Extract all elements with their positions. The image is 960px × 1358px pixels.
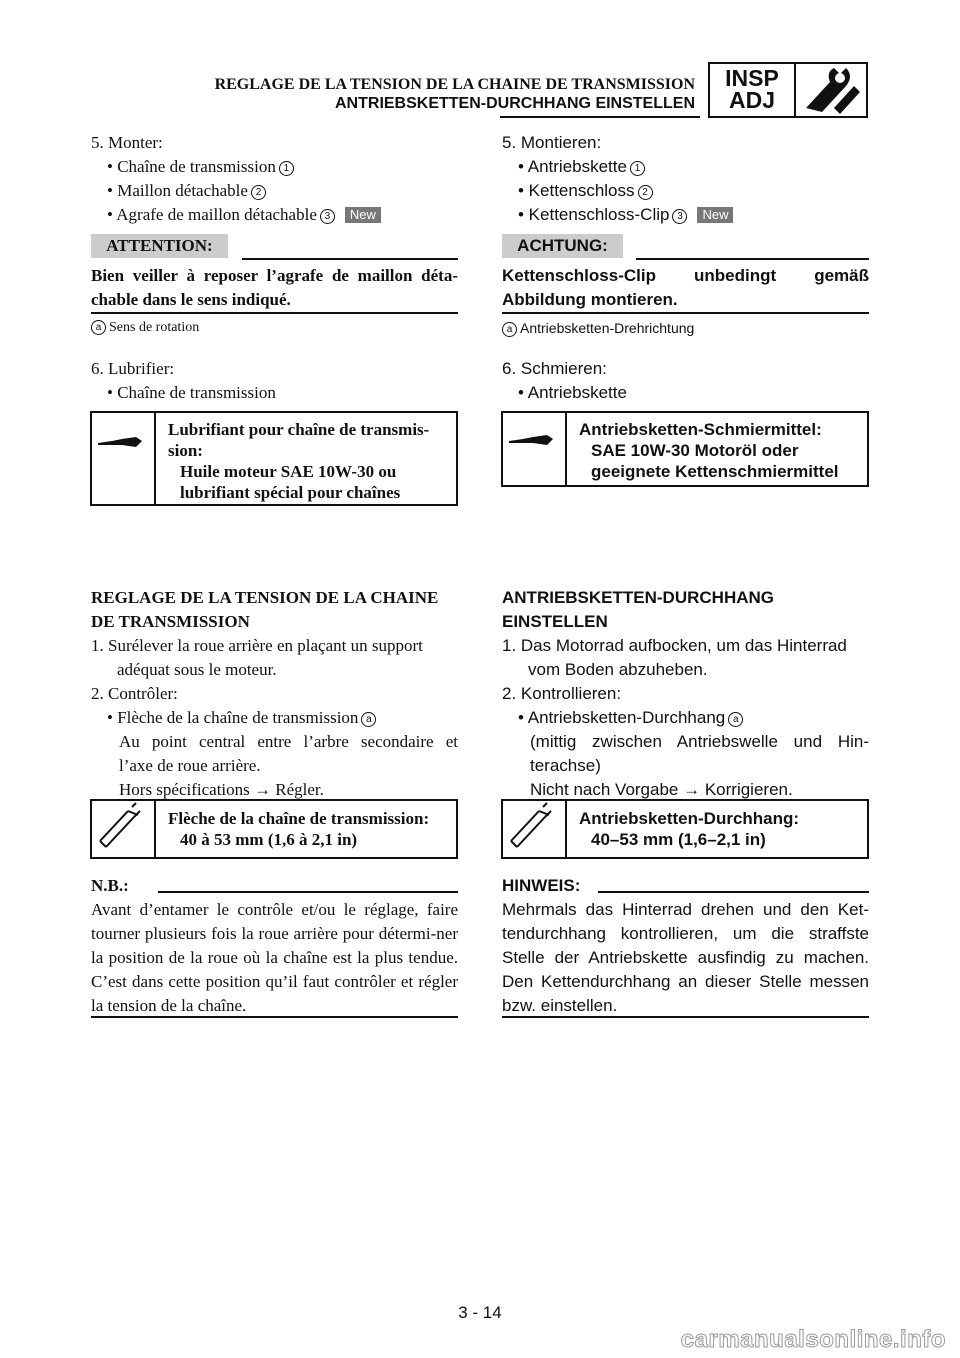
de-attention-rule xyxy=(636,258,869,260)
fr-nb-label: N.B.: xyxy=(91,876,129,895)
oil-can-icon xyxy=(503,413,567,485)
fr-item1-text: • Chaîne de transmission xyxy=(107,157,276,176)
callout-1: 1 xyxy=(279,161,294,176)
de-attention-bottom-rule xyxy=(502,312,869,314)
fr-note-a-text: Sens de rotation xyxy=(109,320,200,335)
fr-step6-block xyxy=(91,357,458,405)
fr-spec-box xyxy=(90,799,458,859)
fr-note-a xyxy=(91,318,199,338)
de-spec-text xyxy=(579,808,799,850)
fr-attention-bottom-rule xyxy=(91,312,458,314)
de-hinweis-rule xyxy=(598,891,869,893)
fr-spec-text xyxy=(168,808,429,850)
de-section-title-2: EINSTELLEN xyxy=(502,612,608,631)
fr-item3-text: • Agrafe de maillon détachable xyxy=(107,205,317,224)
fr-lub-l2: sion: xyxy=(168,441,203,460)
new-badge: New xyxy=(345,207,381,223)
de-s2-d2: terachse) xyxy=(530,756,601,775)
caliper-icon xyxy=(92,801,156,857)
fr-spec-l1: Flèche de la chaîne de transmission: xyxy=(168,809,430,828)
header-title-fr: REGLAGE DE LA TENSION DE LA CHAINE DE TRANSMISSION xyxy=(214,76,695,93)
oil-can-icon xyxy=(92,413,156,504)
fr-s2-item-text: • Flèche de la chaîne de transmission xyxy=(107,708,359,727)
de-lubricant-box xyxy=(501,411,869,487)
de-note-a xyxy=(502,318,694,338)
fr-attention-text: Bien veiller à reposer l’agrafe de maillon déta-chable dans le sens indiqué. xyxy=(91,266,458,309)
de-section xyxy=(502,586,869,802)
de-hinweis-label: HINWEIS: xyxy=(502,876,581,895)
adj-text: ADJ xyxy=(728,87,775,113)
fr-lubricant-text xyxy=(168,419,429,503)
callout-a: a xyxy=(361,712,376,727)
fr-lub-l3: Huile moteur SAE 10W-30 ou xyxy=(180,462,397,481)
fr-column xyxy=(91,131,458,227)
fr-item3 xyxy=(91,203,458,227)
de-item3-text: • Kettenschloss-Clip xyxy=(518,205,670,224)
fr-nb-bottom-rule xyxy=(91,1016,458,1018)
fr-nb-text: Avant d’entamer le contrôle et/ou le réglage, faire tourner plusieurs fois la roue arrière pour détermi-ner la position de la roue où la chaîne est la plus tendue. C’est dans cette position qu’il faut contrôler et régler la tension de la chaîne. xyxy=(91,900,458,1015)
de-lub-l1: Antriebsketten-Schmiermittel: xyxy=(579,420,822,439)
fr-lub-l1: Lubrifiant pour chaîne de transmis- xyxy=(168,420,430,439)
de-attention-text xyxy=(502,264,869,312)
fr-s1-l1: 1. Surélever la roue arrière en plaçant un support xyxy=(91,636,423,655)
caliper-icon xyxy=(503,801,567,857)
wrench-icon xyxy=(796,64,866,116)
de-hinweis-bottom-rule xyxy=(502,1016,869,1018)
de-spec-l2: 40–53 mm (1,6–2,1 in) xyxy=(591,830,766,849)
de-item2 xyxy=(502,179,869,203)
fr-s2-d2: l’axe de roue arrière. xyxy=(119,756,261,775)
callout-2: 2 xyxy=(638,185,653,200)
de-s1-l2: vom Boden abzuheben. xyxy=(528,660,708,679)
de-spec-l1: Antriebsketten-Durchhang: xyxy=(579,809,800,828)
page-number: 3 - 14 xyxy=(458,1303,502,1322)
fr-item2 xyxy=(91,179,458,203)
fr-item2-text: • Maillon détachable xyxy=(107,181,248,200)
de-step6: 6. Schmieren: xyxy=(502,359,607,378)
de-section-title-1: ANTRIEBSKETTEN-DURCHHANG xyxy=(502,588,774,607)
callout-1: 1 xyxy=(630,161,645,176)
insp-text: INSP xyxy=(725,65,779,91)
fr-attention-label: ATTENTION: xyxy=(91,234,228,258)
de-attention-line2: Abbildung montieren. xyxy=(502,290,678,309)
de-s2: 2. Kontrollieren: xyxy=(502,684,622,703)
fr-item1 xyxy=(91,155,458,179)
de-step6-block xyxy=(502,357,869,405)
de-lubricant-text xyxy=(579,419,839,482)
callout-3: 3 xyxy=(320,209,335,224)
fr-s2-d1: Au point central entre l’arbre secondaire et xyxy=(119,732,458,751)
callout-2: 2 xyxy=(251,185,266,200)
callout-3: 3 xyxy=(672,209,687,224)
de-attn-w3: gemäß xyxy=(814,266,869,285)
fr-s2: 2. Contrôler: xyxy=(91,684,178,703)
fr-spec-l2: 40 à 53 mm (1,6 à 2,1 in) xyxy=(180,830,358,849)
fr-s2-d3: Hors spécifications → Régler. xyxy=(119,780,324,799)
callout-a: a xyxy=(502,322,517,337)
new-badge: New xyxy=(697,207,733,223)
de-spec-box xyxy=(501,799,869,859)
de-column xyxy=(502,131,869,227)
de-attention-label: ACHTUNG: xyxy=(502,234,623,258)
de-item1 xyxy=(502,155,869,179)
de-attention-line1 xyxy=(502,264,869,288)
header-rule xyxy=(500,116,700,118)
watermark: carmanualsonline.info xyxy=(680,1326,946,1353)
insp-adj-badge xyxy=(708,62,868,118)
fr-s2-item xyxy=(91,706,458,730)
de-lub-l2: SAE 10W-30 Motoröl oder xyxy=(591,441,799,460)
de-s2-d3: Nicht nach Vorgabe → Korrigieren. xyxy=(530,780,793,799)
de-attn-w1: Kettenschloss-Clip xyxy=(502,266,656,285)
de-attn-w2: unbedingt xyxy=(694,266,777,285)
fr-lubricant-box xyxy=(90,411,458,506)
header-title-de: ANTRIEBSKETTEN-DURCHHANG EINSTELLEN xyxy=(335,95,695,112)
fr-step5: 5. Monter: xyxy=(91,133,163,152)
fr-section-title-1: REGLAGE DE LA TENSION DE LA CHAINE xyxy=(91,588,439,607)
de-hinweis-text: Mehrmals das Hinterrad drehen und den Ket-tendurchhang kontrollieren, um die straffste Stelle der Antriebskette ausfindig zu machen. Den Kettendurchhang an dieser Stelle messen bzw. einstellen. xyxy=(502,900,869,1015)
fr-attention-rule xyxy=(242,258,458,260)
fr-nb-rule xyxy=(158,891,458,893)
callout-a: a xyxy=(728,712,743,727)
fr-s1-l2: adéquat sous le moteur. xyxy=(117,660,277,679)
de-step5: 5. Montieren: xyxy=(502,133,602,152)
de-lub-l3: geeignete Kettenschmiermittel xyxy=(591,462,839,481)
de-item3 xyxy=(502,203,869,227)
fr-section-title-2: DE TRANSMISSION xyxy=(91,612,250,631)
de-lub-item: • Antriebskette xyxy=(518,383,627,402)
fr-lub-item: • Chaîne de transmission xyxy=(107,383,276,402)
de-s2-d1: (mittig zwischen Antriebswelle und Hin- xyxy=(530,732,869,751)
callout-a: a xyxy=(91,320,106,335)
insp-adj-label xyxy=(710,64,796,116)
fr-lub-l4: lubrifiant spécial pour chaînes xyxy=(180,483,401,502)
de-s2-item-text: • Antriebsketten-Durchhang xyxy=(518,708,726,727)
fr-step6: 6. Lubrifier: xyxy=(91,359,175,378)
de-s2-item xyxy=(502,706,869,730)
de-note-a-text: Antriebsketten-Drehrichtung xyxy=(520,320,695,336)
de-s1-l1: 1. Das Motorrad aufbocken, um das Hinterrad xyxy=(502,636,847,655)
fr-section xyxy=(91,586,458,802)
de-item2-text: • Kettenschloss xyxy=(518,181,635,200)
de-item1-text: • Antriebskette xyxy=(518,157,627,176)
